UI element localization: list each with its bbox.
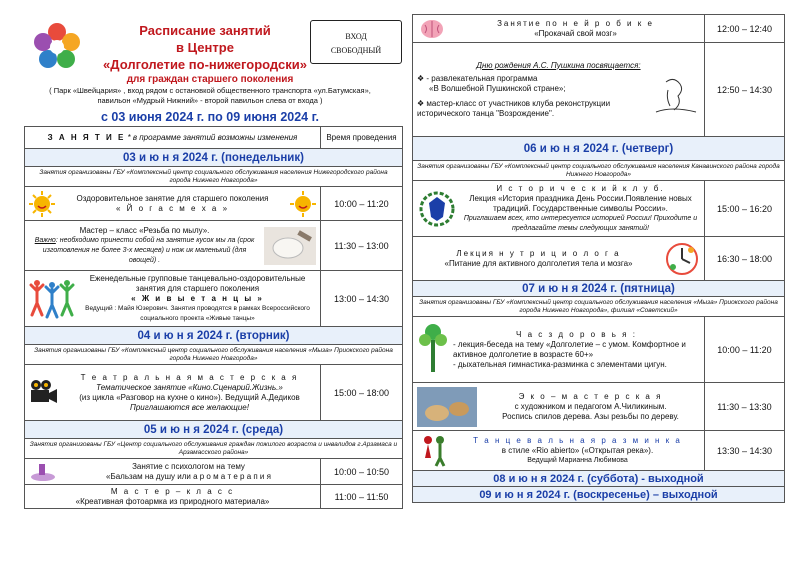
table-row [413, 43, 785, 137]
sun-smile-icon [29, 191, 55, 217]
activity-cell [25, 187, 321, 221]
nutrition-topic: «Питание для активного долголетия тела и мозга» [444, 258, 633, 268]
activity-cell [413, 237, 705, 281]
masterclass-topic: «Креативная фотоармка из природного материала» [75, 496, 270, 506]
dancing-couple-icon [417, 434, 451, 468]
theatre-title: Т е а т р а л ь н а я м а с т е р с к а я [80, 372, 299, 382]
dance-warmup-title: Т а н ц е в а л ь н а я р а з м и н к а [473, 435, 682, 445]
day-header-thu: 06 и ю н я 2024 г. (четверг) [413, 137, 785, 161]
time-cell: 15:00 – 16:20 [705, 181, 785, 237]
time-cell: 15:00 – 18:00 [321, 365, 403, 421]
coat-of-arms-icon [417, 189, 457, 229]
time-cell: 12:50 – 14:30 [705, 43, 785, 137]
dance-note: Ведущий : Майя Юзерович. Занятия проводятся в рамках Всероссийского социального проекта «Живые танцы» [85, 304, 310, 322]
soap-note: : необходимо принести собой на занятие кусок мы ла (срок изготовления не более 3-х месяцев) и нож ик маленький (для овощей) . [42, 236, 255, 264]
activity-cell [25, 459, 321, 485]
time-cell: 10:00 – 11:20 [321, 187, 403, 221]
org-note-fri: Занятия организованы ГБУ «Комплексный центр социального обслуживания населения «Мыза» Приокского района города Нижнего Новгорода», филиал «Советский» [413, 297, 785, 317]
org-note-wed: Занятия организованы ГБУ «Центр социального обслуживания граждан пожилого возраста и инвалидов г.Арзамаса и Арзамасского района» [25, 439, 403, 459]
day-header-tue: 04 и ю н я 2024 г. (вторник) [25, 327, 403, 345]
psychologist-title: Занятие с психологом на тему [132, 461, 245, 471]
org-note-thu: Занятия организованы ГБУ «Комплексный центр социального обслуживания населения Канавинского района города Нижнего Новгорода» [413, 161, 785, 181]
table-row [25, 459, 403, 485]
yoga-title: Оздоровительное занятие для старшего поколения [76, 193, 269, 203]
theatre-invite: Приглашаются все желающие! [130, 402, 249, 412]
pushkin-title: Дню рождения А.С. Пушкина посвящается: [476, 60, 641, 70]
nutrition-title: Лекция н у т р и ц и о л о г а [456, 248, 621, 258]
neurobics-topic: «Прокачай свой мозг» [534, 28, 617, 38]
activity-cell: Дню рождения А.С. Пушкина посвящается: ❖ - развлекательная программа «В Волшебной Пушкинской стране»; ❖ мастер-класс от участников клуба реконструкции исторического танца "Возрождение". [413, 43, 705, 137]
neurobics-title: Занятие по н е й р о б и к е [497, 18, 654, 28]
time-cell: 11:30 – 13:00 [321, 221, 403, 271]
table-row [413, 431, 785, 471]
soap-carving-photo [264, 227, 316, 265]
subtitle: для граждан старшего поколения [126, 74, 294, 85]
date-range: с 03 июня 2024 г. по 09 июня 2024 г. [100, 110, 320, 124]
day-header-wed: 05 и ю н я 2024 г. (среда) [25, 421, 403, 439]
brain-icon [417, 17, 447, 41]
table-row [25, 271, 403, 327]
health-hour-title: Ч а с з д о р о в ь я : [516, 329, 637, 339]
schedule-table-left [24, 126, 403, 509]
table-row [413, 383, 785, 431]
org-note-tue: Занятия организованы ГБУ «Комплексный центр социального обслуживания населения «Мыза» Приокского района города Нижнего Новгорода» [25, 345, 403, 365]
eco-workshop-topic: Роспись спилов дерева. Азы резьбы по дереву. [502, 411, 679, 421]
free-entry-badge [310, 20, 402, 64]
time-cell: 13:00 – 14:30 [321, 271, 403, 327]
activity-header-note: * в программе занятий возможны изменения [127, 133, 298, 142]
activity-cell [25, 271, 321, 327]
health-hour-item-2: - дыхательная гимнастика-разминка с элементами цигун. [453, 359, 667, 369]
table-row [25, 187, 403, 221]
title-line-2: в Центре [176, 40, 234, 55]
time-cell: 11:00 – 11:50 [321, 485, 403, 509]
pushkin-item-1: - развлекательная программа [426, 73, 538, 83]
theatre-series: (из цикла «Разговор на кухне о кино»). Ведущий А.Дедиков [79, 392, 300, 402]
eco-workshop-title: Э к о – м а с т е р с к а я [518, 391, 663, 401]
time-cell: 10:00 – 11:20 [705, 317, 785, 383]
health-hour-item-1: - лекция-беседа на тему «Долголетие – с умом. Комфортное и активное долголетие в возрасте 60+» [453, 339, 686, 359]
table-row [413, 181, 785, 237]
film-camera-icon [29, 378, 59, 408]
table-row [25, 365, 403, 421]
day-header-sun: 09 и ю н я 2024 г. (воскресенье) – выходной [413, 487, 785, 503]
page-title [100, 22, 310, 73]
dance-name: « Ж и в ы е т а н ц ы » [131, 293, 264, 303]
table-row [413, 317, 785, 383]
pushkin-item-2: мастер-класс от участников клуба реконструкции исторического танца "Возрождение". [417, 98, 611, 118]
time-cell: 11:30 – 13:30 [705, 383, 785, 431]
activity-cell [25, 221, 321, 271]
table-row [25, 221, 403, 271]
yoga-name: « Й о г а с м е х а » [115, 203, 230, 213]
day-header-fri: 07 и ю н я 2024 г. (пятница) [413, 281, 785, 297]
dance-warmup-style: в стиле «Rio abierto» («Открытая река»). [501, 445, 654, 455]
time-header: Время проведения [321, 127, 403, 149]
history-club-lecture: Лекция «История праздника День России.Появление новых традиций. Государственные символы России». [469, 193, 692, 213]
activity-header [25, 127, 321, 149]
entry-line-2: СВОБОДНЫЙ [330, 46, 382, 55]
wood-painting-photo [417, 387, 477, 427]
table-row [25, 485, 403, 509]
tree-figure-icon [417, 322, 449, 378]
masterclass-title: М а с т е р – к л а с с [110, 486, 235, 496]
psychologist-topic: «Бальзам на душу или а р о м а т е р а п и я [106, 471, 271, 481]
dancers-icon [29, 275, 75, 323]
title-line-1: Расписание занятий [139, 23, 271, 38]
time-cell: 16:30 – 18:00 [705, 237, 785, 281]
soap-title: Мастер – класс «Резьба по мылу». [79, 225, 210, 235]
address: ( Парк «Швейцария» , вход рядом с остановкой общественного транспорта «ул.Батумская», павильон «Мудрый Нижний» - второй павильон слева от входа ) [49, 86, 371, 105]
activity-cell [25, 485, 321, 509]
activity-cell [413, 431, 705, 471]
table-row [413, 15, 785, 43]
sun-smile-icon [290, 191, 316, 217]
activity-cell [413, 181, 705, 237]
clock-plate-icon [664, 241, 700, 277]
history-club-title: И с т о р и ч е с к и й к л у б. [496, 183, 665, 193]
activity-cell [413, 15, 705, 43]
table-row [413, 237, 785, 281]
activity-cell [413, 383, 705, 431]
dance-title: Еженедельные групповые танцевально-оздоровительные занятия для старшего поколения [89, 273, 306, 293]
title-line-3: «Долголетие по-нижегородски» [103, 57, 307, 72]
activity-cell [25, 365, 321, 421]
flower-logo-icon [32, 22, 82, 72]
table-header-row [25, 127, 403, 149]
soap-note-label: Важно [34, 236, 56, 244]
time-cell: 12:00 – 12:40 [705, 15, 785, 43]
activity-header-title: З А Н Я Т И Е [47, 133, 126, 142]
time-cell: 13:30 – 14:30 [705, 431, 785, 471]
org-note-mon: Занятия организованы ГБУ «Комплексный центр социального обслуживания населения Нижегородского района города Нижнего Новгорода» [25, 167, 403, 187]
history-club-invite: Приглашаем всех, кто интересуется историей России! Приходите и предлагайте темы следующих занятий! [463, 214, 698, 232]
entry-line-1: ВХОД [345, 32, 367, 41]
day-header-sat: 08 и ю н я 2024 г. (суббота) - выходной [413, 471, 785, 487]
activity-cell [413, 317, 705, 383]
theatre-topic: Тематическое занятие «Кино.Сценарий.Жизнь.» [96, 382, 283, 392]
eco-workshop-host: с художником и педагогом А.Чиликиным. [514, 401, 667, 411]
pushkin-item-1-name: «В Волшебной Пушкинской стране»; [429, 83, 566, 93]
day-header-mon: 03 и ю н я 2024 г. (понедельник) [25, 149, 403, 167]
aroma-oil-icon [29, 462, 57, 482]
dance-warmup-host: Ведущий Марианна Любимова [527, 456, 628, 464]
schedule-table-right [412, 14, 785, 503]
pushkin-portrait-sketch [652, 76, 700, 116]
time-cell: 10:00 – 10:50 [321, 459, 403, 485]
